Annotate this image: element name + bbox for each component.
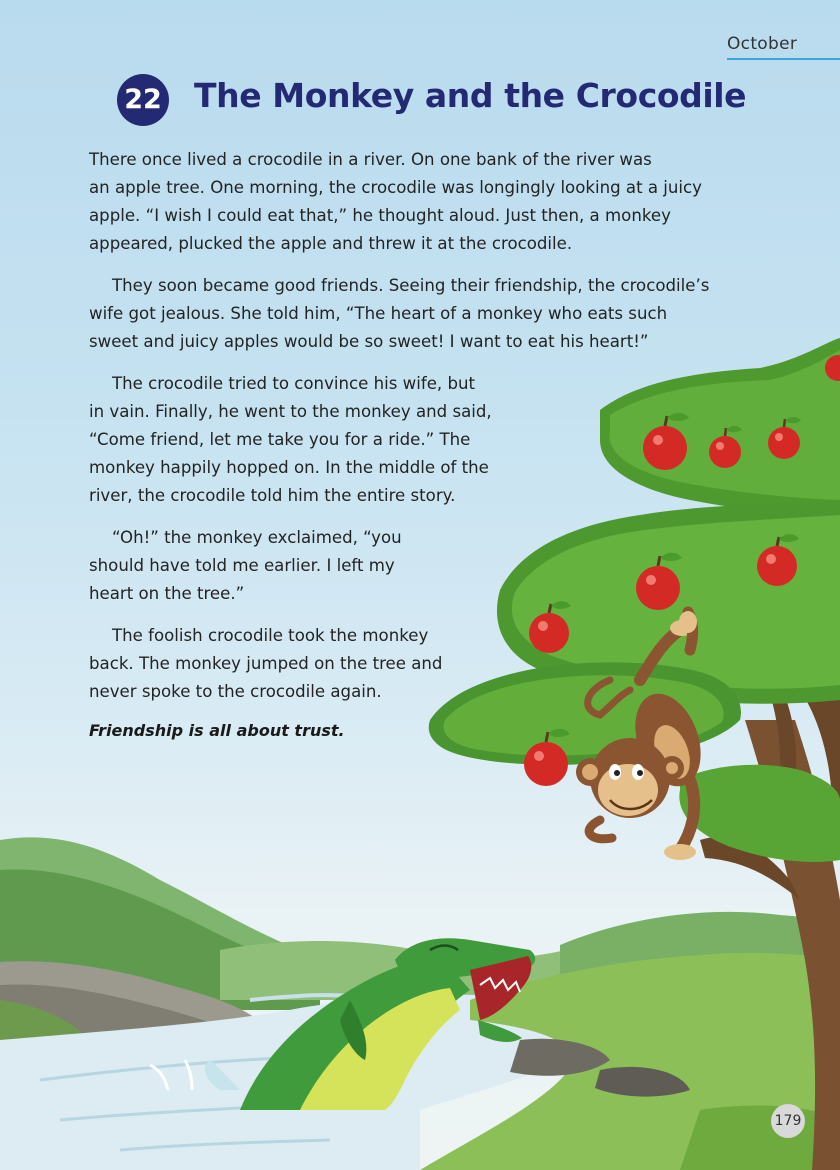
text-line: an apple tree. One morning, the crocodile was longingly looking at a juicy [89,178,702,197]
story-title: The Monkey and the Crocodile [194,76,747,115]
paragraph-3 [89,370,492,510]
text-line: should have told me earlier. I left my [89,556,395,575]
text-line: sweet and juicy apples would be so sweet! I want to eat his heart!” [89,332,649,351]
page-number: 179 [771,1104,805,1138]
text-line: never spoke to the crocodile again. [89,682,382,701]
text-line: river, the crocodile told him the entire story. [89,486,456,505]
text-line: back. The monkey jumped on the tree and [89,654,443,673]
text-line: appeared, plucked the apple and threw it at the crocodile. [89,234,573,253]
paragraph-5 [89,622,442,706]
text-line: “Oh!” the monkey exclaimed, “you [112,528,402,547]
story-number-badge: 22 [117,74,169,126]
month-label: October [727,34,798,54]
text-line: They soon became good friends. Seeing their friendship, the crocodile’s [112,276,710,295]
story-moral: Friendship is all about trust. [89,721,345,740]
paragraph-1 [89,146,702,258]
text-line: “Come friend, let me take you for a ride.” The [89,430,471,449]
text-line: The foolish crocodile took the monkey [112,626,429,645]
text-line: heart on the tree.” [89,584,245,603]
paragraph-4 [89,524,402,608]
text-line: The crocodile tried to convince his wife, but [112,374,476,393]
paragraph-2 [89,272,709,356]
text-line: There once lived a crocodile in a river. On one bank of the river was [89,150,652,169]
month-divider [727,58,840,60]
text-line: monkey happily hopped on. In the middle of the [89,458,489,477]
text-line: apple. “I wish I could eat that,” he thought aloud. Just then, a monkey [89,206,671,225]
text-line: wife got jealous. She told him, “The heart of a monkey who eats such [89,304,668,323]
text-line: in vain. Finally, he went to the monkey and said, [89,402,492,421]
